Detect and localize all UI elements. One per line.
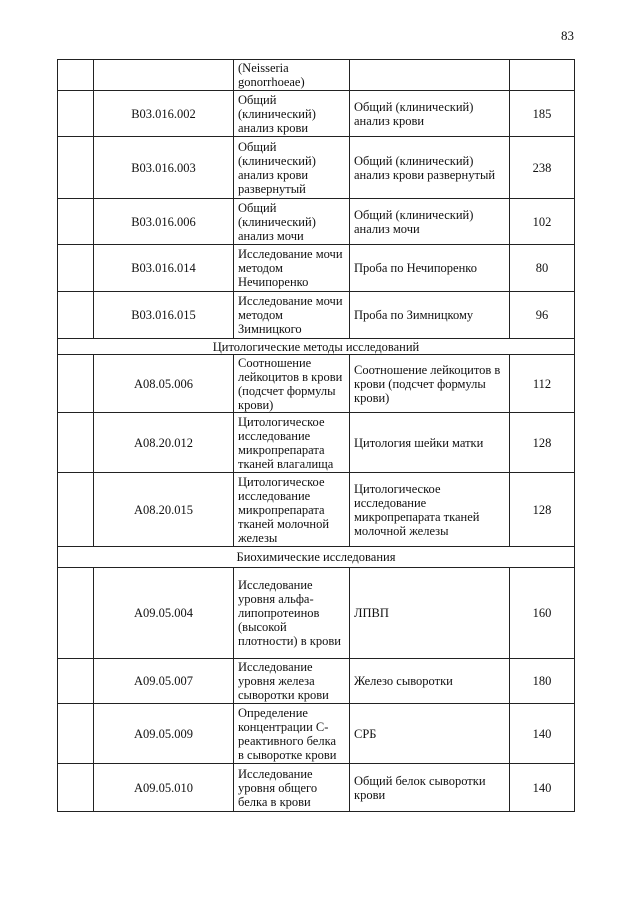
service-name: Цитологическое исследование микропрепарата тканей влагалища (234, 413, 350, 473)
section-title: Биохимические исследования (58, 547, 575, 568)
service-description: Проба по Нечипоренко (350, 245, 510, 292)
service-price: 80 (510, 245, 575, 292)
index-cell (58, 659, 94, 704)
service-description: Соотношение лейкоцитов в крови (подсчет формулы крови) (350, 355, 510, 413)
service-description: СРБ (350, 704, 510, 764)
service-price: 102 (510, 199, 575, 245)
service-description: Общий (клинический) анализ крови развернутый (350, 137, 510, 199)
service-price: 96 (510, 292, 575, 339)
table-row (58, 355, 575, 413)
service-name: Исследование уровня общего белка в крови (234, 764, 350, 812)
table-row (58, 704, 575, 764)
service-code: В03.016.014 (94, 245, 234, 292)
service-description: Общий (клинический) анализ мочи (350, 199, 510, 245)
index-cell (58, 137, 94, 199)
service-price: 160 (510, 568, 575, 659)
service-name: Цитологическое исследование микропрепарата тканей молочной железы (234, 473, 350, 547)
table-row (58, 60, 575, 91)
service-price: 112 (510, 355, 575, 413)
table-row (58, 292, 575, 339)
service-price: 128 (510, 413, 575, 473)
service-code: А08.20.015 (94, 473, 234, 547)
service-description: Цитология шейки матки (350, 413, 510, 473)
service-code: В03.016.003 (94, 137, 234, 199)
service-name: Исследование мочи методом Нечипоренко (234, 245, 350, 292)
index-cell (58, 292, 94, 339)
index-cell (58, 413, 94, 473)
table-row (58, 473, 575, 547)
index-cell (58, 91, 94, 137)
service-description (350, 60, 510, 91)
service-code (94, 60, 234, 91)
section-title: Цитологические методы исследований (58, 339, 575, 355)
table-row (58, 764, 575, 812)
service-code: А08.05.006 (94, 355, 234, 413)
service-name: Исследование мочи методом Зимницкого (234, 292, 350, 339)
section-header-row (58, 339, 575, 355)
service-price: 180 (510, 659, 575, 704)
index-cell (58, 60, 94, 91)
table-row (58, 568, 575, 659)
service-code: В03.016.015 (94, 292, 234, 339)
table-row (58, 413, 575, 473)
service-code: А09.05.009 (94, 704, 234, 764)
index-cell (58, 199, 94, 245)
index-cell (58, 764, 94, 812)
service-price: 140 (510, 704, 575, 764)
service-name: Общий (клинический) анализ мочи (234, 199, 350, 245)
index-cell (58, 568, 94, 659)
index-cell (58, 473, 94, 547)
service-description: Железо сыворотки (350, 659, 510, 704)
service-description: Общий белок сыворотки крови (350, 764, 510, 812)
service-price (510, 60, 575, 91)
service-price: 238 (510, 137, 575, 199)
service-name: Соотношение лейкоцитов в крови (подсчет формулы крови) (234, 355, 350, 413)
service-name: Общий (клинический) анализ крови (234, 91, 350, 137)
service-name: Общий (клинический) анализ крови развернутый (234, 137, 350, 199)
service-name: Определение концентрации С-реактивного белка в сыворотке крови (234, 704, 350, 764)
service-code: В03.016.006 (94, 199, 234, 245)
service-price: 185 (510, 91, 575, 137)
table-row (58, 245, 575, 292)
table-row (58, 659, 575, 704)
table-row (58, 199, 575, 245)
price-table (57, 59, 575, 812)
service-name: Исследование уровня альфа-липопротеинов (высокой плотности) в крови (234, 568, 350, 659)
service-description: Цитологическое исследование микропрепарата тканей молочной железы (350, 473, 510, 547)
index-cell (58, 355, 94, 413)
service-code: А09.05.004 (94, 568, 234, 659)
section-header-row (58, 547, 575, 568)
table-row (58, 137, 575, 199)
table-row (58, 91, 575, 137)
service-price: 128 (510, 473, 575, 547)
service-price: 140 (510, 764, 575, 812)
service-code: А09.05.010 (94, 764, 234, 812)
index-cell (58, 245, 94, 292)
service-description: Общий (клинический) анализ крови (350, 91, 510, 137)
service-name: (Neisseria gonorrhoeae) (234, 60, 350, 91)
service-description: ЛПВП (350, 568, 510, 659)
page-number: 83 (561, 28, 574, 43)
service-code: А08.20.012 (94, 413, 234, 473)
index-cell (58, 704, 94, 764)
service-code: В03.016.002 (94, 91, 234, 137)
service-description: Проба по Зимницкому (350, 292, 510, 339)
service-name: Исследование уровня железа сыворотки крови (234, 659, 350, 704)
service-code: А09.05.007 (94, 659, 234, 704)
